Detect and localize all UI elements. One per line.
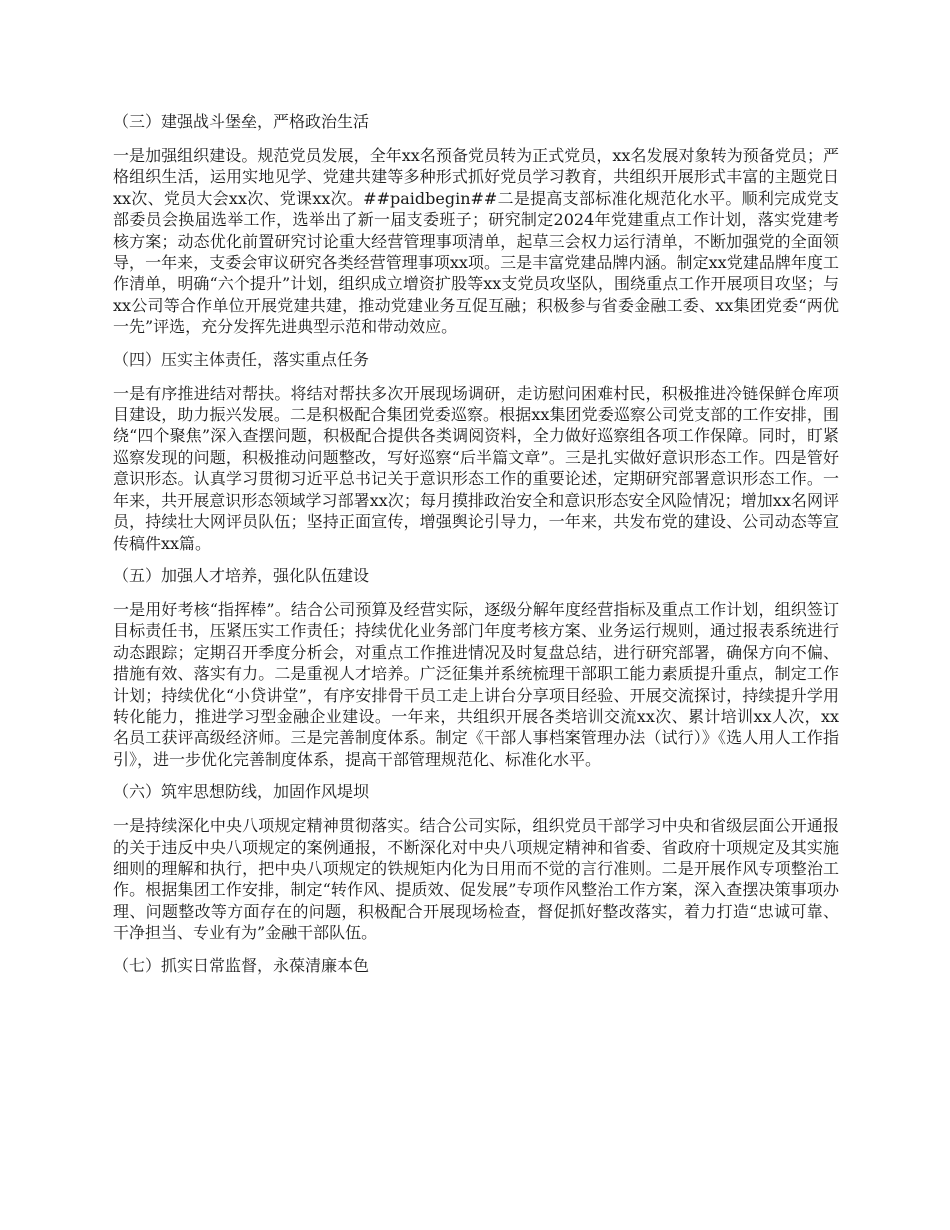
section-heading-3: （三）建强战斗堡垒，严格政治生活 bbox=[113, 112, 370, 131]
section-body-4: 一是有序推进结对帮扶。将结对帮扶多次开展现场调研，走访慰问困难村民，积极推进冷链保鲜仓库项目建设，助力振兴发展。二是积极配合集团党委巡察。根据xx集团党委巡察公司党支部的工作安排，围绕“四个聚焦”深入查摆问题，积极配合提供各类调阅资料，全力做好巡察组各项工作保障。同时，盯紧巡察发现的问题，积极推动问题整改，写好巡察“后半篇文章”。三是扎实做好意识形态工作。四是管好意识形态。认真学习贯彻习近平总书记关于意识形态工作的重要论述，定期研究部署意识形态工作。一年来，共开展意识形态领域学习部署xx次；每月摸排政治安全和意识形态安全风险情况；增加xx名网评员，持续壮大网评员队伍；坚持正面宣传，增强舆论引导力，一年来，共发布党的建设、公司动态等宣传稿件xx篇。 bbox=[113, 383, 839, 553]
document-content bbox=[113, 110, 839, 989]
section-body-6: 一是持续深化中央八项规定精神贯彻落实。结合公司实际，组织党员干部学习中央和省级层面公开通报的关于违反中央八项规定的案例通报，不断深化对中央八项规定精神和省委、省政府十项规定及其实施细则的理解和执行，把中央八项规定的铁规矩内化为日用而不觉的言行准则。二是开展作风专项整治工作。根据集团工作安排，制定“转作风、提质效、促发展”专项作风整治工作方案，深入查摆决策事项办理、问题整改等方面存在的问题，积极配合开展现场检查，督促抓好整改落实，着力打造“忠诚可靠、干净担当、专业有为”金融干部队伍。 bbox=[113, 816, 839, 943]
section-body-3: 一是加强组织建设。规范党员发展，全年xx名预备党员转为正式党员，xx名发展对象转为预备党员；严格组织生活，运用实地见学、党建共建等多种形式抓好党员学习教育，共组织开展形式丰富的主题党日xx次、党员大会xx次、党课xx次。##paidbegin##二是提高支部标准化规范化水平。顺利完成党支部委员会换届选举工作，选举出了新一届支委班子；研究制定2024年党建重点工作计划，落实党建考核方案；动态优化前置研究讨论重大经营管理事项清单，起草三会权力运行清单，不断加强党的全面领导，一年来，支委会审议研究各类经营管理事项xx项。三是丰富党建品牌内涵。制定xx党建品牌年度工作清单，明确“六个提升”计划，组织成立增资扩股等xx支党员攻坚队，围绕重点工作开展项目攻坚；与xx公司等合作单位开展党建共建，推动党建业务互促互融；积极参与省委金融工委、xx集团党委“两优一先”评选，充分发挥先进典型示范和带动效应。 bbox=[113, 146, 839, 337]
section-heading-5: （五）加强人才培养，强化队伍建设 bbox=[113, 565, 370, 585]
section-heading-7: （七）抓实日常监督，永葆清廉本色 bbox=[113, 955, 370, 975]
section-heading-6: （六）筑牢思想防线，加固作风堤坝 bbox=[113, 782, 370, 802]
section-heading-4: （四）压实主体责任，落实重点任务 bbox=[113, 349, 370, 369]
section-body-5: 一是用好考核“指挥棒”。结合公司预算及经营实际，逐级分解年度经营指标及重点工作计划，组织签订目标责任书，压紧压实工作责任；持续优化业务部门年度考核方案、业务运行规则，通过报表系统进行动态跟踪；定期召开季度分析会，对重点工作推进情况及时复盘总结，进行研究部署，确保方向不偏、措施有效、落实有力。二是重视人才培养。广泛征集并系统梳理干部职工能力素质提升重点，制定工作计划；持续优化“小贷讲堂”，有序安排骨干员工走上讲台分享项目经验、开展交流探讨，持续提升学用转化能力，推进学习型金融企业建设。一年来，共组织开展各类培训交流xx次、累计培训xx人次，xx名员工获评高级经济师。三是完善制度体系。制定《干部人事档案管理办法（试行）》《选人用人工作指引》，进一步优化完善制度体系，提高干部管理规范化、标准化水平。 bbox=[113, 599, 839, 769]
